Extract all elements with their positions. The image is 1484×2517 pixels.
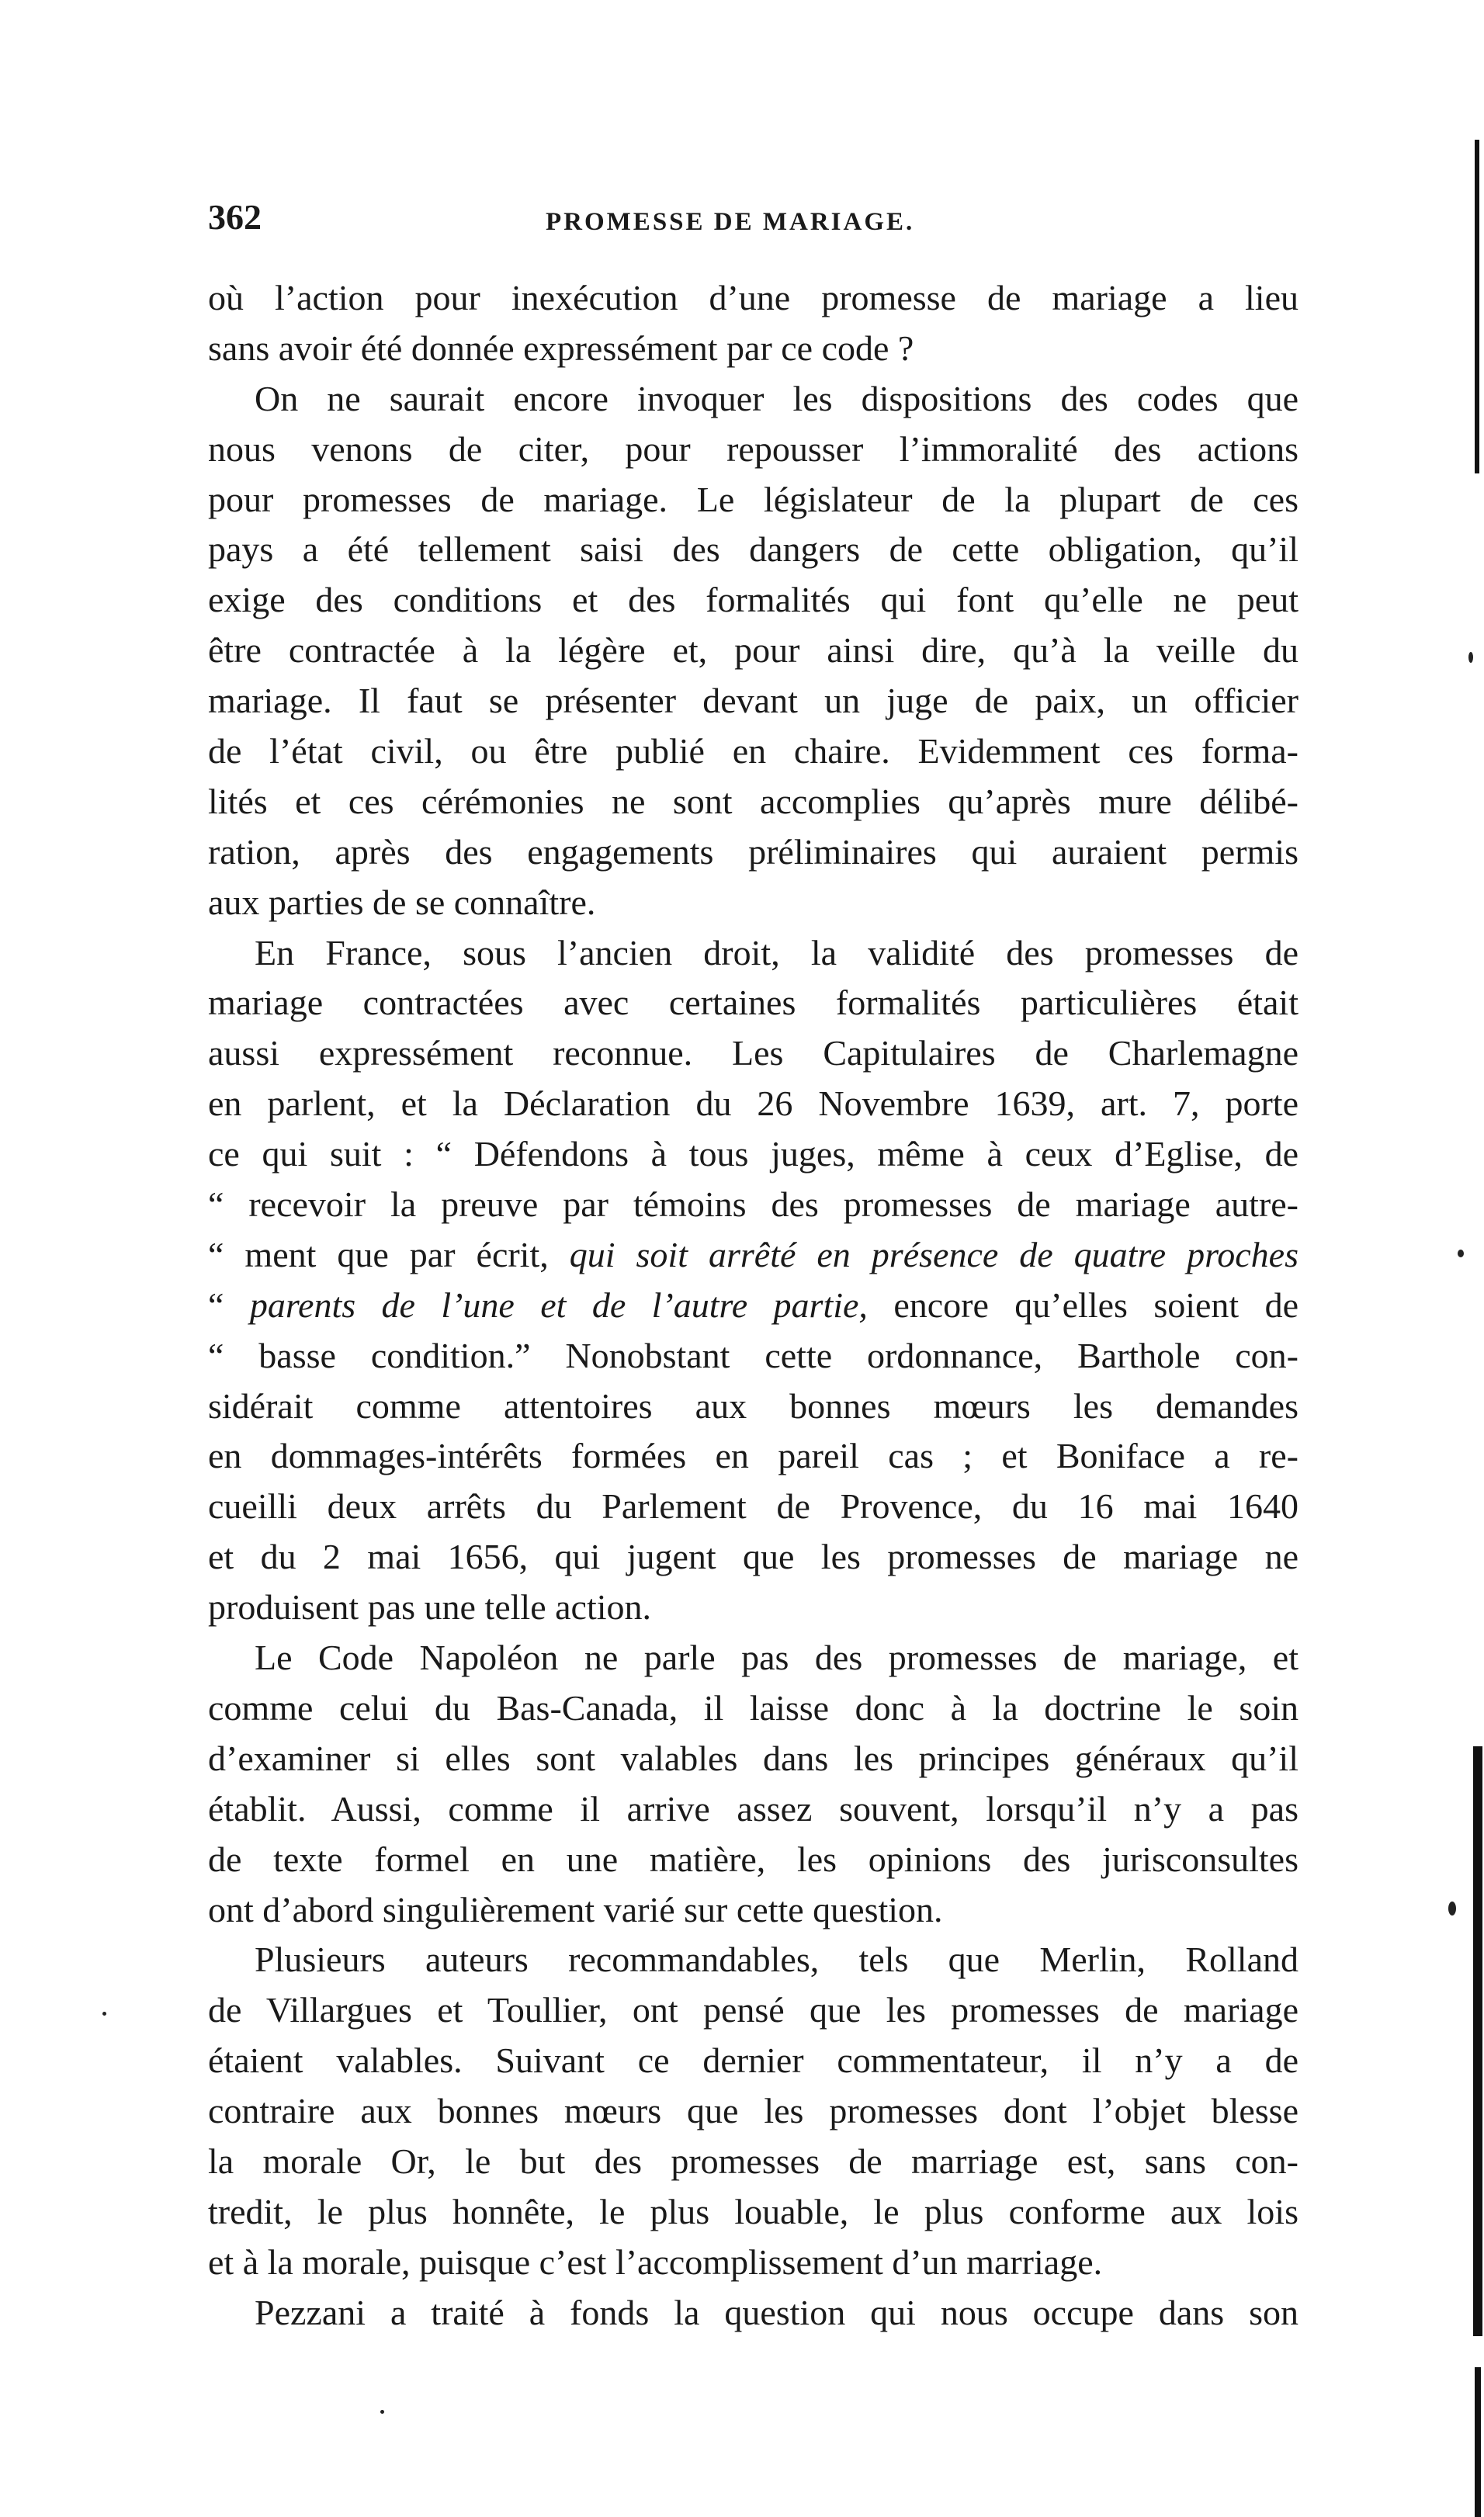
scan-edge-shadow [1475, 140, 1479, 473]
scan-edge-shadow [1473, 1746, 1482, 2336]
running-head [208, 194, 1298, 241]
text-line: étaient valables. Suivant ce dernier commentateur, il n’y a de [208, 2040, 1298, 2081]
scan-speck [380, 2410, 384, 2414]
text-line: ce qui suit : “ Défendons à tous juges, même à ceux d’Eglise, de [208, 1134, 1298, 1174]
text-line: la morale Or, le but des promesses de marriage est, sans con- [208, 2141, 1298, 2181]
text-line: mariage contractées avec certaines formalités particulières était [208, 983, 1298, 1023]
text-line: pour promesses de mariage. Le législateur de la plupart de ces [208, 479, 1298, 519]
text-line: pays a été tellement saisi des dangers de cette obligation, qu’il [208, 529, 1298, 570]
text-line: de texte formel en une matière, les opinions des jurisconsultes [208, 1839, 1298, 1879]
text-span: “ ment que par écrit, [208, 1234, 549, 1274]
scan-speck [102, 2012, 106, 2016]
text-line: cueilli deux arrêts du Parlement de Provence, du 16 mai 1640 [208, 1486, 1298, 1527]
text-line: où l’action pour inexécution d’une promesse de mariage a lieu [208, 278, 1298, 317]
text-line: exige des conditions et des formalités qui font qu’elle ne peut [208, 580, 1298, 620]
text-line: de Villargues et Toullier, ont pensé que les promesses de mariage [208, 1990, 1298, 2030]
text-line: sidérait comme attentoires aux bonnes mœurs les demandes [208, 1385, 1298, 1426]
text-line: comme celui du Bas-Canada, il laisse donc à la doctrine le soin [208, 1687, 1298, 1728]
text-line: On ne saurait encore invoquer les dispositions des codes que [255, 378, 1298, 418]
text-line [208, 1281, 1298, 1331]
text-line: Pezzani a traité à fonds la question qui nous occupe dans son [255, 2292, 1298, 2332]
text-line: établit. Aussi, comme il arrive assez souvent, lorsqu’il n’y a pas [208, 1788, 1298, 1829]
text-line [208, 1230, 1298, 1281]
page-number: 362 [208, 197, 262, 237]
text-line: produisent pas une telle action. [208, 1587, 652, 1628]
text-line: contraire aux bonnes mœurs que les promesses dont l’objet blesse [208, 2091, 1298, 2131]
text-line: lités et ces cérémonies ne sont accomplies qu’après mure délibé- [208, 781, 1298, 821]
italic-span: qui soit arrêté en présence de quatre proches [569, 1234, 1298, 1274]
text-line: aussi expressément reconnue. Les Capitulaires de Charlemagne [208, 1033, 1298, 1073]
text-line: ont d’abord singulièrement varié sur cette question. [208, 1889, 943, 1929]
scan-edge-shadow [1475, 2367, 1481, 2517]
scan-speck [1458, 1250, 1464, 1257]
text-line: nous venons de citer, pour repousser l’immoralité des actions [208, 428, 1298, 469]
text-line: En France, sous l’ancien droit, la validité des promesses de [255, 932, 1298, 972]
text-line: ration, après des engagements préliminaires qui auraient permis [208, 831, 1298, 872]
text-line: Plusieurs auteurs recommandables, tels que Merlin, Rolland [255, 1940, 1298, 1980]
text-line: et du 2 mai 1656, qui jugent que les promesses de mariage ne [208, 1537, 1298, 1577]
text-line: être contractée à la légère et, pour ainsi dire, qu’à la veille du [208, 630, 1298, 671]
text-line: d’examiner si elles sont valables dans les principes généraux qu’il [208, 1738, 1298, 1778]
text-line: tredit, le plus honnête, le plus louable, le plus conforme aux lois [208, 2191, 1298, 2231]
text-line: Le Code Napoléon ne parle pas des promesses de mariage, et [255, 1638, 1298, 1678]
text-line: aux parties de se connaître. [208, 882, 596, 922]
text-line: et à la morale, puisque c’est l’accomplissement d’un marriage. [208, 2241, 1103, 2282]
text-line: en parlent, et la Déclaration du 26 Novembre 1639, art. 7, porte [208, 1083, 1298, 1124]
body-text [208, 273, 1298, 2338]
text-line: mariage. Il faut se présenter devant un juge de paix, un officier [208, 681, 1298, 721]
text-span: encore qu’elles soient de [893, 1285, 1298, 1325]
scan-speck [1448, 1902, 1456, 1915]
text-line: de l’état civil, ou être publié en chaire. Evidemment ces forma- [208, 731, 1298, 771]
text-line: en dommages-intérêts formées en pareil cas ; et Boniface a re- [208, 1436, 1298, 1476]
running-title: PROMESSE DE MARIAGE. [546, 208, 915, 236]
text-line: “ basse condition.” Nonobstant cette ordonnance, Barthole con- [208, 1335, 1298, 1375]
text-line: “ recevoir la preuve par témoins des promesses de mariage autre- [208, 1184, 1298, 1225]
text-line: sans avoir été donnée expressément par ce code ? [208, 328, 914, 368]
italic-span: parents de l’une et de l’autre partie, [249, 1285, 868, 1325]
text-span: “ [208, 1285, 224, 1325]
scan-speck [1468, 652, 1473, 663]
